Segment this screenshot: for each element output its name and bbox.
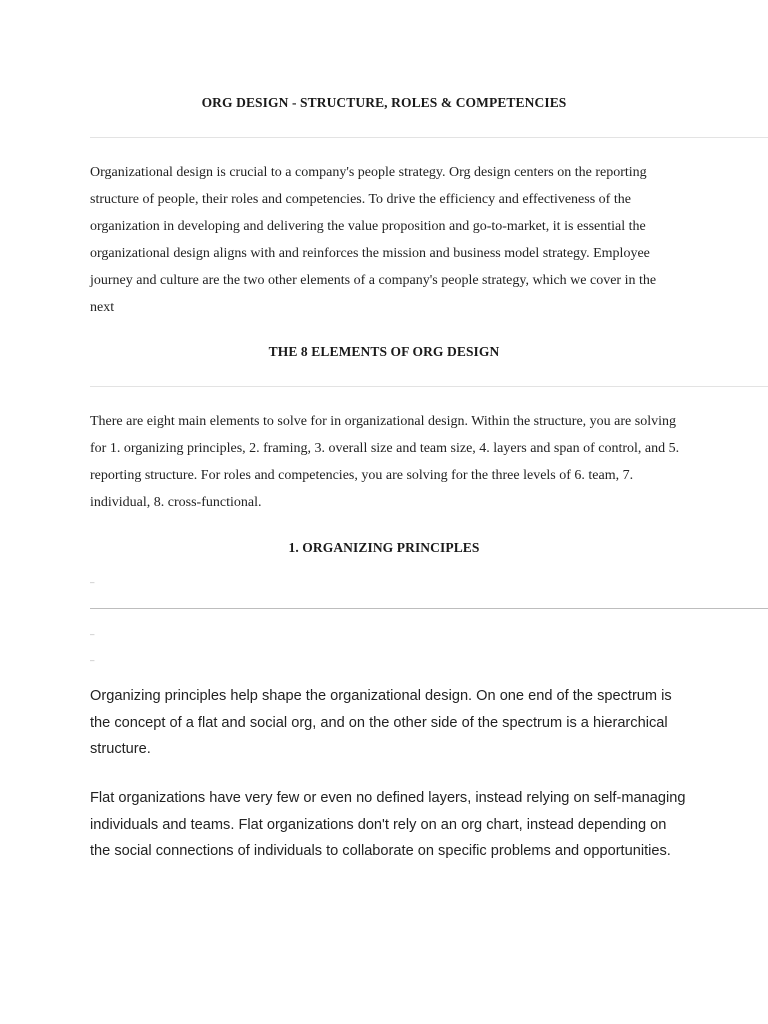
elements-divider bbox=[90, 386, 768, 387]
title-divider bbox=[90, 137, 768, 138]
marker-dash: – bbox=[90, 578, 95, 587]
elements-paragraph: There are eight main elements to solve for in organizational design. Within the structure, you are solving for 1. organizing principles, 2. framing, 3. overall size and team size, 4. layers and span of control, and 5. reporting structure. For roles and competencies, you are solving for the three levels of 6. team, 7. individual, 8. cross-functional. bbox=[90, 414, 680, 510]
principles-paragraph-2: Flat organizations have very few or even no defined layers, instead relying on self-managing individuals and teams. Flat organizations don't rely on an org chart, instead depending on the social connections of individuals to collaborate on specific problems and opportunities. bbox=[90, 790, 686, 860]
marker-dash: – bbox=[90, 630, 95, 639]
intro-paragraph: Organizational design is crucial to a company's people strategy. Org design centers on the reporting structure of people, their roles and competencies. To drive the efficiency and effectiveness of the organization in developing and delivering the value proposition and go-to-market, it is essential the organizational design aligns with and reinforces the mission and business model strategy. Employee journey and culture are the two other elements of a company's people strategy, which we cover in the next bbox=[90, 165, 657, 315]
principles-divider bbox=[90, 608, 768, 609]
document-title: ORG DESIGN - STRUCTURE, ROLES & COMPETENCIES bbox=[201, 95, 567, 110]
section-heading-principles: 1. ORGANIZING PRINCIPLES bbox=[288, 540, 480, 555]
marker-dash: – bbox=[90, 656, 95, 665]
section-heading-elements: THE 8 ELEMENTS OF ORG DESIGN bbox=[268, 344, 500, 359]
principles-paragraph-1: Organizing principles help shape the organizational design. On one end of the spectrum is the concept of a flat and social org, and on the other side of the spectrum is a hierarchical structure. bbox=[90, 688, 672, 758]
